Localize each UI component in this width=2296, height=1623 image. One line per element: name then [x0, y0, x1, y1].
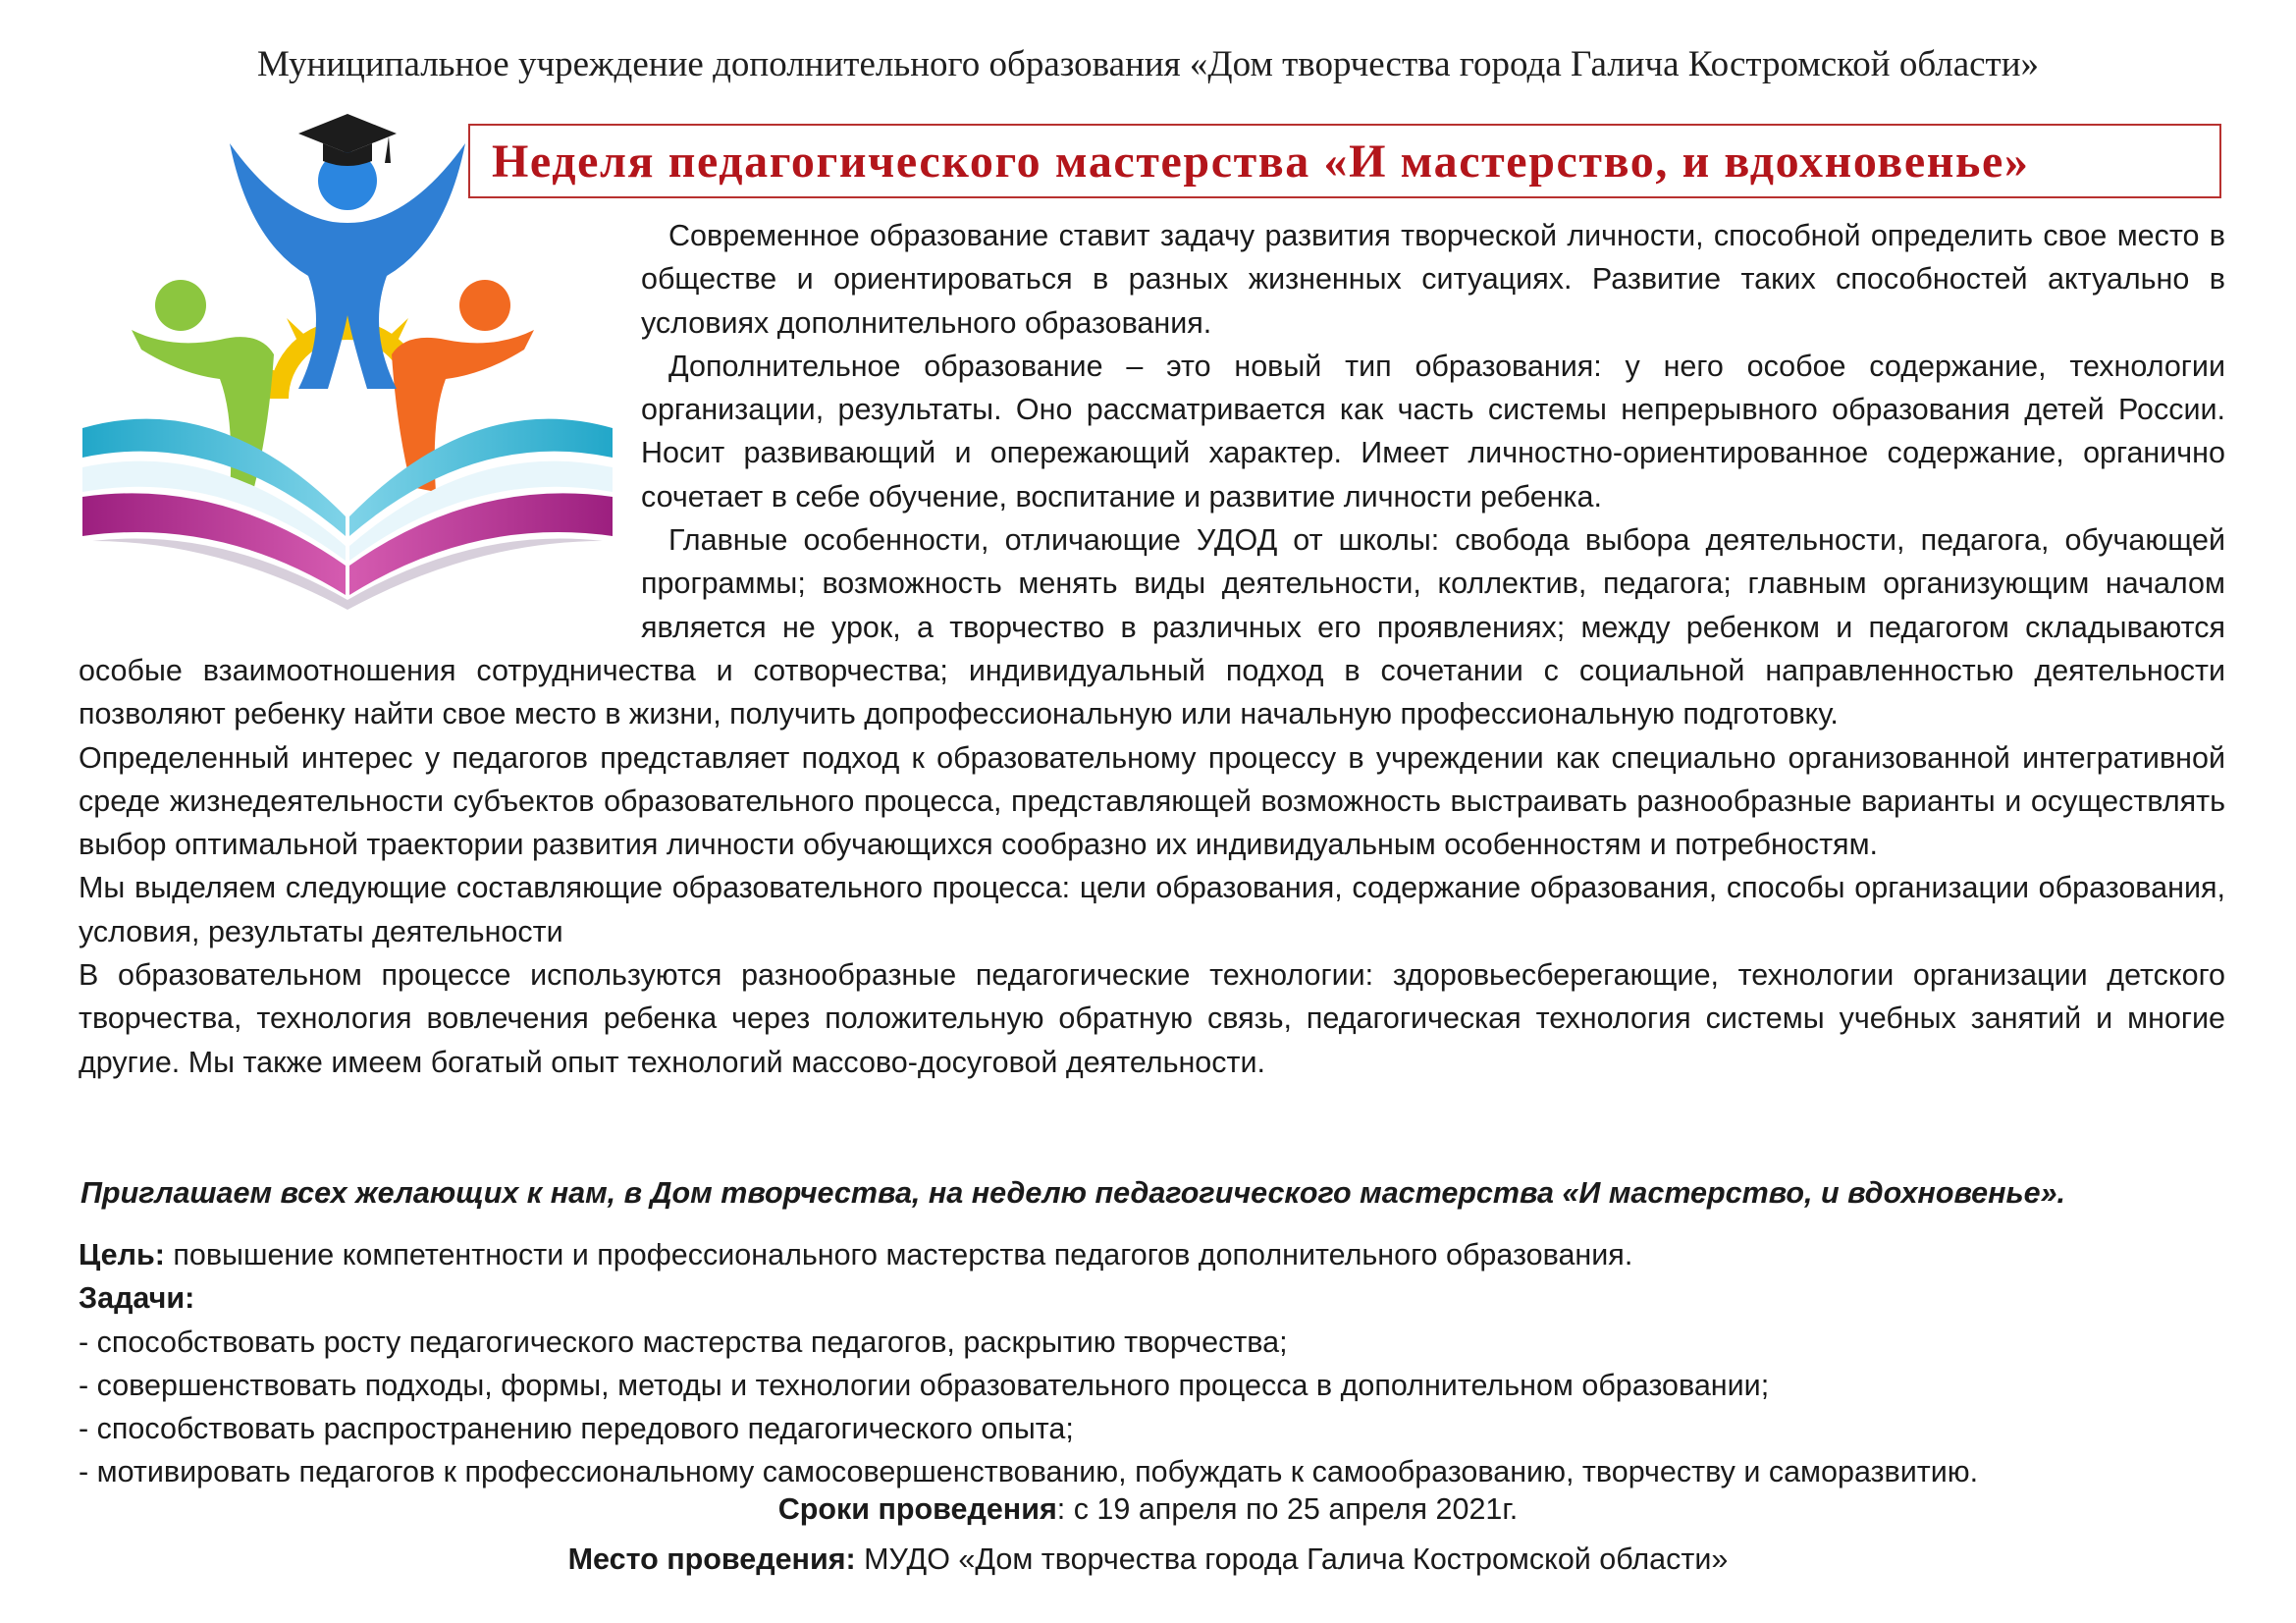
venue-text: МУДО «Дом творчества города Галича Костромской области»: [855, 1542, 1729, 1576]
graduation-cap-icon: [298, 114, 397, 166]
paragraph-1: Современное образование ставит задачу развития творческой личности, способной определить свое место в обществе и ориентироваться в разных жизненных ситуациях. Развитие таких способностей актуально в условиях дополнительного образования.: [641, 219, 2225, 340]
dates-text: : с 19 апреля по 25 апреля 2021г.: [1056, 1492, 1519, 1526]
dates-line: [0, 1492, 2296, 1527]
goal-line: [79, 1233, 2238, 1276]
institution-header: Муниципальное учреждение дополнительного образования «Дом творчества города Галича Костромской области»: [256, 44, 2040, 84]
invitation-text: Приглашаем всех желающих к нам, в Дом творчества, на неделю педагогического мастерства «И мастерство, и вдохновенье».: [80, 1176, 2066, 1210]
tasks-label: Задачи:: [79, 1281, 195, 1316]
venue-label: Место проведения:: [567, 1542, 856, 1576]
event-title: Неделя педагогического мастерства «И мастерство, и вдохновенье»: [492, 135, 2030, 188]
intro-text: [79, 214, 2225, 1084]
venue-line: [0, 1542, 2296, 1577]
goal-label: Цель:: [79, 1238, 165, 1271]
goals-section: [79, 1233, 2238, 1494]
paragraph-3: Главные особенности, отличающие УДОД от школы: свобода выбора деятельности, педагога, обучающей программы; возможность менять виды деятельности, коллектив, педагога; главным организующим началом является не урок, а творчество в различных его проявлениях; между ребенком и педагогом складываются особые взаимоотношения сотрудничества и сотворчества; индивидуальный подход в сочетании с социальной направленностью деятельности позволяют ребенку найти свое место в жизни, получить допрофессиональную или начальную профессиональную подготовку.: [79, 523, 2225, 731]
task-item: - способствовать распространению передового педагогического опыта;: [79, 1412, 1074, 1446]
logo-spacer: [79, 214, 641, 642]
paragraph-4: Определенный интерес у педагогов представляет подход к образовательному процессу в учреждении как специально организованной интегративной среде жизнедеятельности субъектов образовательного процесса, представляющей возможность выстраивать разнообразные варианты и осуществлять выбор оптимальной траектории развития личности обучающихся сообразно их индивидуальным особенностям и потребностям.: [79, 740, 2225, 862]
paragraph-6: В образовательном процессе используются разнообразные педагогические технологии: здоровьесберегающие, технологии организации детского творчества, технология вовлечения ребенка через положительную обратную связь, педагогическая технология системы учебных занятий и многие другие. Мы также имеем богатый опыт технологий массово-досуговой деятельности.: [79, 958, 2225, 1079]
paragraph-2: Дополнительное образование – это новый тип образования: у него особое содержание, технологии организации, результаты. Оно рассматривается как часть системы непрерывного образования детей России. Носит развивающий и опережающий характер. Имеет личностно-ориентированное содержание, органично сочетает в себе обучение, воспитание и развитие личности ребенка.: [641, 349, 2225, 514]
task-item: - совершенствовать подходы, формы, методы и технологии образовательного процесса в дополнительном образовании;: [79, 1368, 1770, 1402]
dates-label: Сроки проведения: [777, 1492, 1057, 1526]
task-item: - способствовать росту педагогического мастерства педагогов, раскрытию творчества;: [79, 1325, 1288, 1359]
event-title-box: [468, 124, 2221, 198]
task-item: - мотивировать педагогов к профессиональному самосовершенствованию, побуждать к самообразованию, творчеству и саморазвитию.: [79, 1455, 1979, 1489]
goal-text: повышение компетентности и профессионального мастерства педагогов дополнительного образования.: [164, 1238, 1633, 1271]
paragraph-5: Мы выделяем следующие составляющие образовательного процесса: цели образования, содержание образования, способы организации образования, условия, результаты деятельности: [79, 871, 2225, 948]
